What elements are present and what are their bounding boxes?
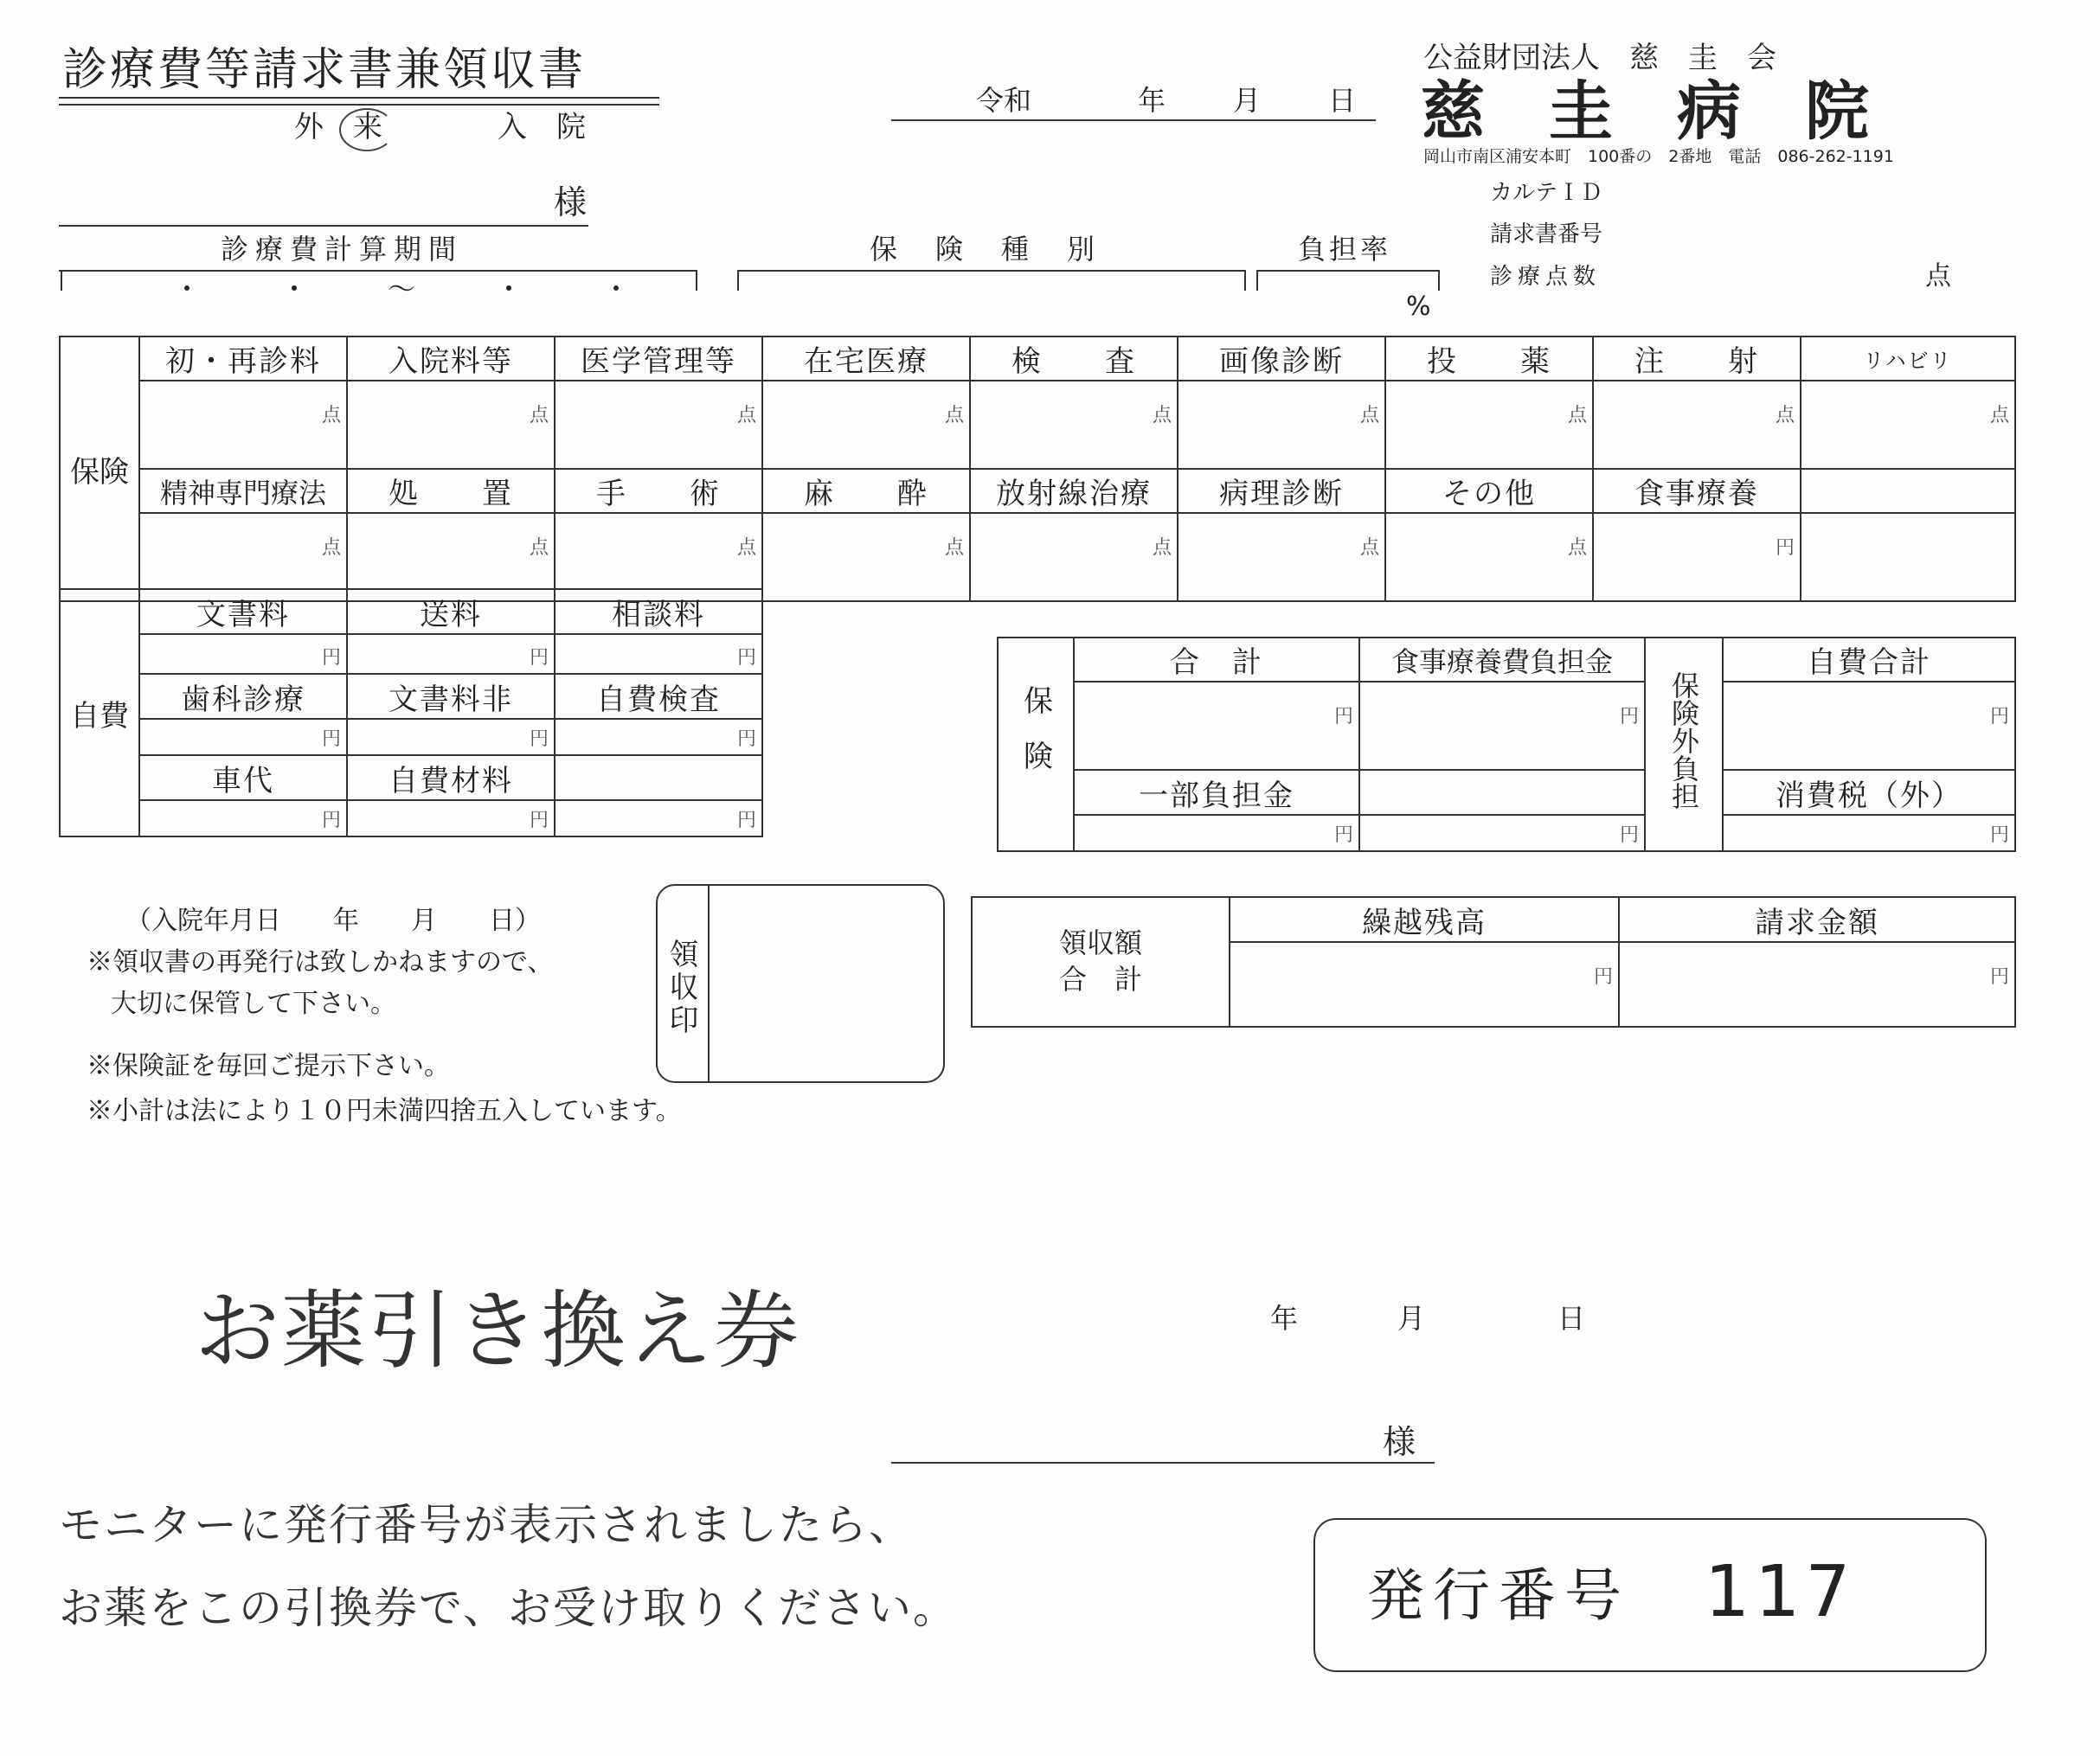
- ins-header: 医学管理等: [555, 336, 762, 381]
- voucher-instruction-1: モニターに発行番号が表示されましたら、: [59, 1500, 914, 1550]
- self-header: 自費検査: [555, 674, 762, 719]
- self-total-label: 自費合計: [1723, 638, 2015, 682]
- note-insurance-card: ※保険証を毎回ご提示下さい。: [87, 1051, 450, 1081]
- self-value-cell: 円: [347, 634, 555, 674]
- ins-value-cell: 点: [1385, 513, 1593, 601]
- tax-value-cell: 円: [1723, 815, 2015, 851]
- self-value-cell: 円: [555, 719, 762, 755]
- non-insurance-side: [1645, 638, 1723, 851]
- self-header: 車代: [139, 755, 347, 800]
- period-label: 診療費計算期間: [221, 233, 464, 266]
- ins-header: 病理診断: [1178, 469, 1385, 513]
- ins-header: その他: [1385, 469, 1593, 513]
- ins-header: 注 射: [1593, 336, 1801, 381]
- ins-header: 手 術: [555, 469, 762, 513]
- tax-label: 消費税（外）: [1723, 770, 2015, 815]
- self-header: [555, 755, 762, 800]
- ins-value-cell: 点: [555, 513, 762, 601]
- self-pay-grid: [59, 588, 763, 837]
- insurance-side-label: 保険: [60, 336, 139, 601]
- points-label: 診療点数: [1490, 264, 1602, 290]
- total-label: 合 計: [1074, 638, 1359, 682]
- voucher-honorific: 様: [1383, 1423, 1416, 1461]
- meal-burden-value-cell: 円: [1359, 682, 1645, 770]
- partial-burden-label: 一部負担金: [1074, 770, 1359, 815]
- ins-value-cell: 点: [555, 381, 762, 469]
- ins-header: 検 査: [970, 336, 1178, 381]
- meal-burden-label: 食事療養費負担金: [1359, 638, 1645, 682]
- carry-over-value-cell: 円: [1230, 942, 1619, 1027]
- totals-grid: [997, 637, 2016, 852]
- ins-value-cell: 点: [347, 381, 555, 469]
- hospital-address: 岡山市南区浦安本町 100番の 2番地 電話 086-262-1191: [1423, 147, 1894, 166]
- ins-value-cell: 点: [762, 381, 970, 469]
- hospital-corporation: 公益財団法人 慈 圭 会: [1423, 41, 1776, 75]
- issue-number-value: 117: [1705, 1551, 1856, 1633]
- self-header: 相談料: [555, 589, 762, 634]
- ins-value-cell: 点: [347, 513, 555, 601]
- ins-header: 処 置: [347, 469, 555, 513]
- self-header: 送料: [347, 589, 555, 634]
- ins-value-cell: 点: [1385, 381, 1593, 469]
- ins-header: 食事療養: [1593, 469, 1801, 513]
- ins-header: 投 薬: [1385, 336, 1593, 381]
- date-year: 年: [1138, 84, 1166, 117]
- invoice-number-label: 請求書番号: [1490, 221, 1603, 247]
- date-month: 月: [1233, 84, 1262, 117]
- ins-value-cell: 点: [1178, 381, 1385, 469]
- ins-value-cell: 点: [1593, 381, 1801, 469]
- receipt-total-label: 領収額 合 計: [972, 897, 1230, 1027]
- self-value-cell: 円: [555, 634, 762, 674]
- billed-amount-value-cell: 円: [1619, 942, 2015, 1027]
- note-reissue: ※領収書の再発行は致しかねますので、: [87, 947, 554, 977]
- non-insurance-side-label: 保険外負担: [1667, 671, 1700, 810]
- date-era: 令和: [976, 84, 1032, 117]
- self-header: 自費材料: [347, 755, 555, 800]
- date-day: 日: [1328, 84, 1357, 117]
- self-value-cell: 円: [139, 800, 347, 836]
- voucher-instruction-2: お薬をこの引換券で、お受け取りください。: [59, 1583, 958, 1633]
- receipt-total-grid: [971, 896, 2016, 1028]
- note-keep: 大切に保管して下さい。: [111, 989, 396, 1019]
- ins-header: 放射線治療: [970, 469, 1178, 513]
- totals-insurance-side-label: 保険: [1018, 685, 1053, 796]
- self-pay-side-label: 自費: [60, 589, 139, 836]
- ins-header: 精神専門療法: [139, 469, 347, 513]
- outpatient-circle: [339, 108, 395, 151]
- insurance-type-label: 保 険 種 別: [870, 233, 1101, 266]
- totals-insurance-side: [998, 638, 1074, 851]
- self-value-cell: 円: [347, 719, 555, 755]
- self-total-value-cell: 円: [1723, 682, 2015, 770]
- admission-date-note: （入院年月日 年 月 日）: [125, 906, 541, 936]
- insurance-grid: [59, 336, 2016, 602]
- ins-header: 麻 酔: [762, 469, 970, 513]
- hospital-name: 慈 圭 病 院: [1421, 74, 1869, 149]
- note-rounding: ※小計は法により１０円未満四捨五入しています。: [87, 1096, 682, 1126]
- total-value-cell: 円: [1074, 682, 1359, 770]
- ins-header: リハビリ: [1801, 336, 2015, 381]
- billed-amount-label: 請求金額: [1619, 897, 2015, 942]
- carry-over-label: 繰越残高: [1230, 897, 1619, 942]
- ins-value-cell: 点: [970, 513, 1178, 601]
- ins-value-cell: 点: [139, 513, 347, 601]
- inpatient-label: 入 院: [498, 110, 586, 144]
- self-header: 文書料非: [347, 674, 555, 719]
- patient-honorific: 様: [554, 183, 588, 221]
- ins-header: 在宅医療: [762, 336, 970, 381]
- ins-header: [1801, 469, 2015, 513]
- burden-rate-label: 負担率: [1298, 233, 1392, 266]
- karte-id-label: カルテＩＤ: [1490, 180, 1603, 206]
- ins-value-cell: 円: [1593, 513, 1801, 601]
- voucher-title: お薬引き換え券: [195, 1282, 801, 1381]
- ins-header: 入院料等: [347, 336, 555, 381]
- blank-cell: [1359, 770, 1645, 815]
- outpatient-label: 外 来: [294, 110, 382, 144]
- receipt-stamp-label: 領収印: [664, 939, 698, 1037]
- ins-header: 初・再診料: [139, 336, 347, 381]
- self-header: 文書料: [139, 589, 347, 634]
- ins-value-cell: 点: [1178, 513, 1385, 601]
- ins-value-cell: 点: [139, 381, 347, 469]
- issue-number-label: 発行番号: [1367, 1562, 1630, 1629]
- points-unit: 点: [1925, 261, 1951, 292]
- ins-value-cell: 点: [1801, 381, 2015, 469]
- self-value-cell: 円: [139, 719, 347, 755]
- self-value-cell: 円: [347, 800, 555, 836]
- ins-value-cell: [1801, 513, 2015, 601]
- document-title: 診療費等請求書兼領収書: [62, 44, 587, 96]
- self-value-cell: 円: [139, 634, 347, 674]
- partial-burden-value-cell: 円: [1074, 815, 1359, 851]
- voucher-year: 年: [1270, 1302, 1299, 1335]
- self-header: 歯科診療: [139, 674, 347, 719]
- ins-value-cell: 点: [970, 381, 1178, 469]
- ins-header: 画像診断: [1178, 336, 1385, 381]
- blank-value-cell: 円: [1359, 815, 1645, 851]
- receipt-stamp-box: [656, 884, 945, 1083]
- ins-value-cell: 点: [762, 513, 970, 601]
- period-placeholder: ・ ・ 〜 ・ ・: [173, 272, 657, 305]
- burden-percent: %: [1406, 292, 1431, 322]
- voucher-day: 日: [1557, 1302, 1586, 1335]
- voucher-month: 月: [1397, 1302, 1426, 1335]
- self-value-cell: 円: [555, 800, 762, 836]
